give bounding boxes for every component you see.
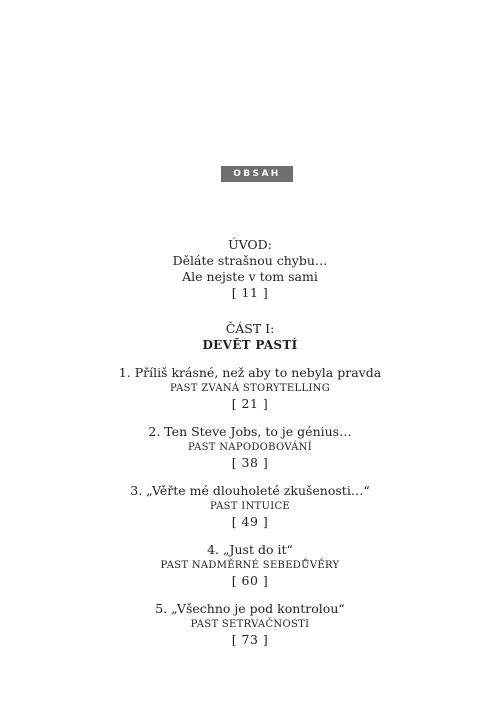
contents-badge: OBSAH [221,166,293,182]
chapter-trap: PAST NADMĚRNÉ SEBEDŮVĚRY [160,560,340,571]
chapter-entry-1 [0,365,500,412]
chapter-page-number: [ 21 ] [231,396,269,411]
chapter-trap: PAST ZVANÁ STORYTELLING [170,383,330,394]
chapter-title: 5. „Všechno je pod kontrolou“ [155,601,345,616]
intro-page-number: [ 11 ] [231,285,269,300]
chapter-page-number: [ 49 ] [231,514,269,529]
chapter-trap: PAST SETRVAČNOSTI [190,619,310,630]
part-heading [0,321,500,353]
chapter-title: 2. Ten Steve Jobs, to je génius… [148,424,352,439]
chapter-page-number: [ 73 ] [231,632,269,647]
part-label: ČÁST I: [225,321,275,336]
chapter-title: 3. „Věřte mé dlouholeté zkušenosti…“ [130,483,370,498]
intro-entry [0,237,500,301]
chapter-entry-5 [0,601,500,648]
chapter-trap: PAST INTUICE [209,501,291,512]
chapter-title: 4. „Just do it“ [207,542,293,557]
part-title: DEVĚT PASTÍ [202,338,298,352]
chapter-title: 1. Příliš krásné, než aby to nebyla pravda [118,365,382,380]
chapter-entry-2 [0,424,500,471]
chapter-entry-3 [0,483,500,530]
chapter-page-number: [ 38 ] [231,455,269,470]
intro-title-line1: Děláte strašnou chybu… [172,253,328,268]
chapter-page-number: [ 60 ] [231,573,269,588]
chapter-trap: PAST NAPODOBOVÁNÍ [188,442,312,453]
intro-label: ÚVOD: [228,237,272,252]
intro-title-line2: Ale nejste v tom sami [182,269,318,284]
chapter-entry-4 [0,542,500,589]
